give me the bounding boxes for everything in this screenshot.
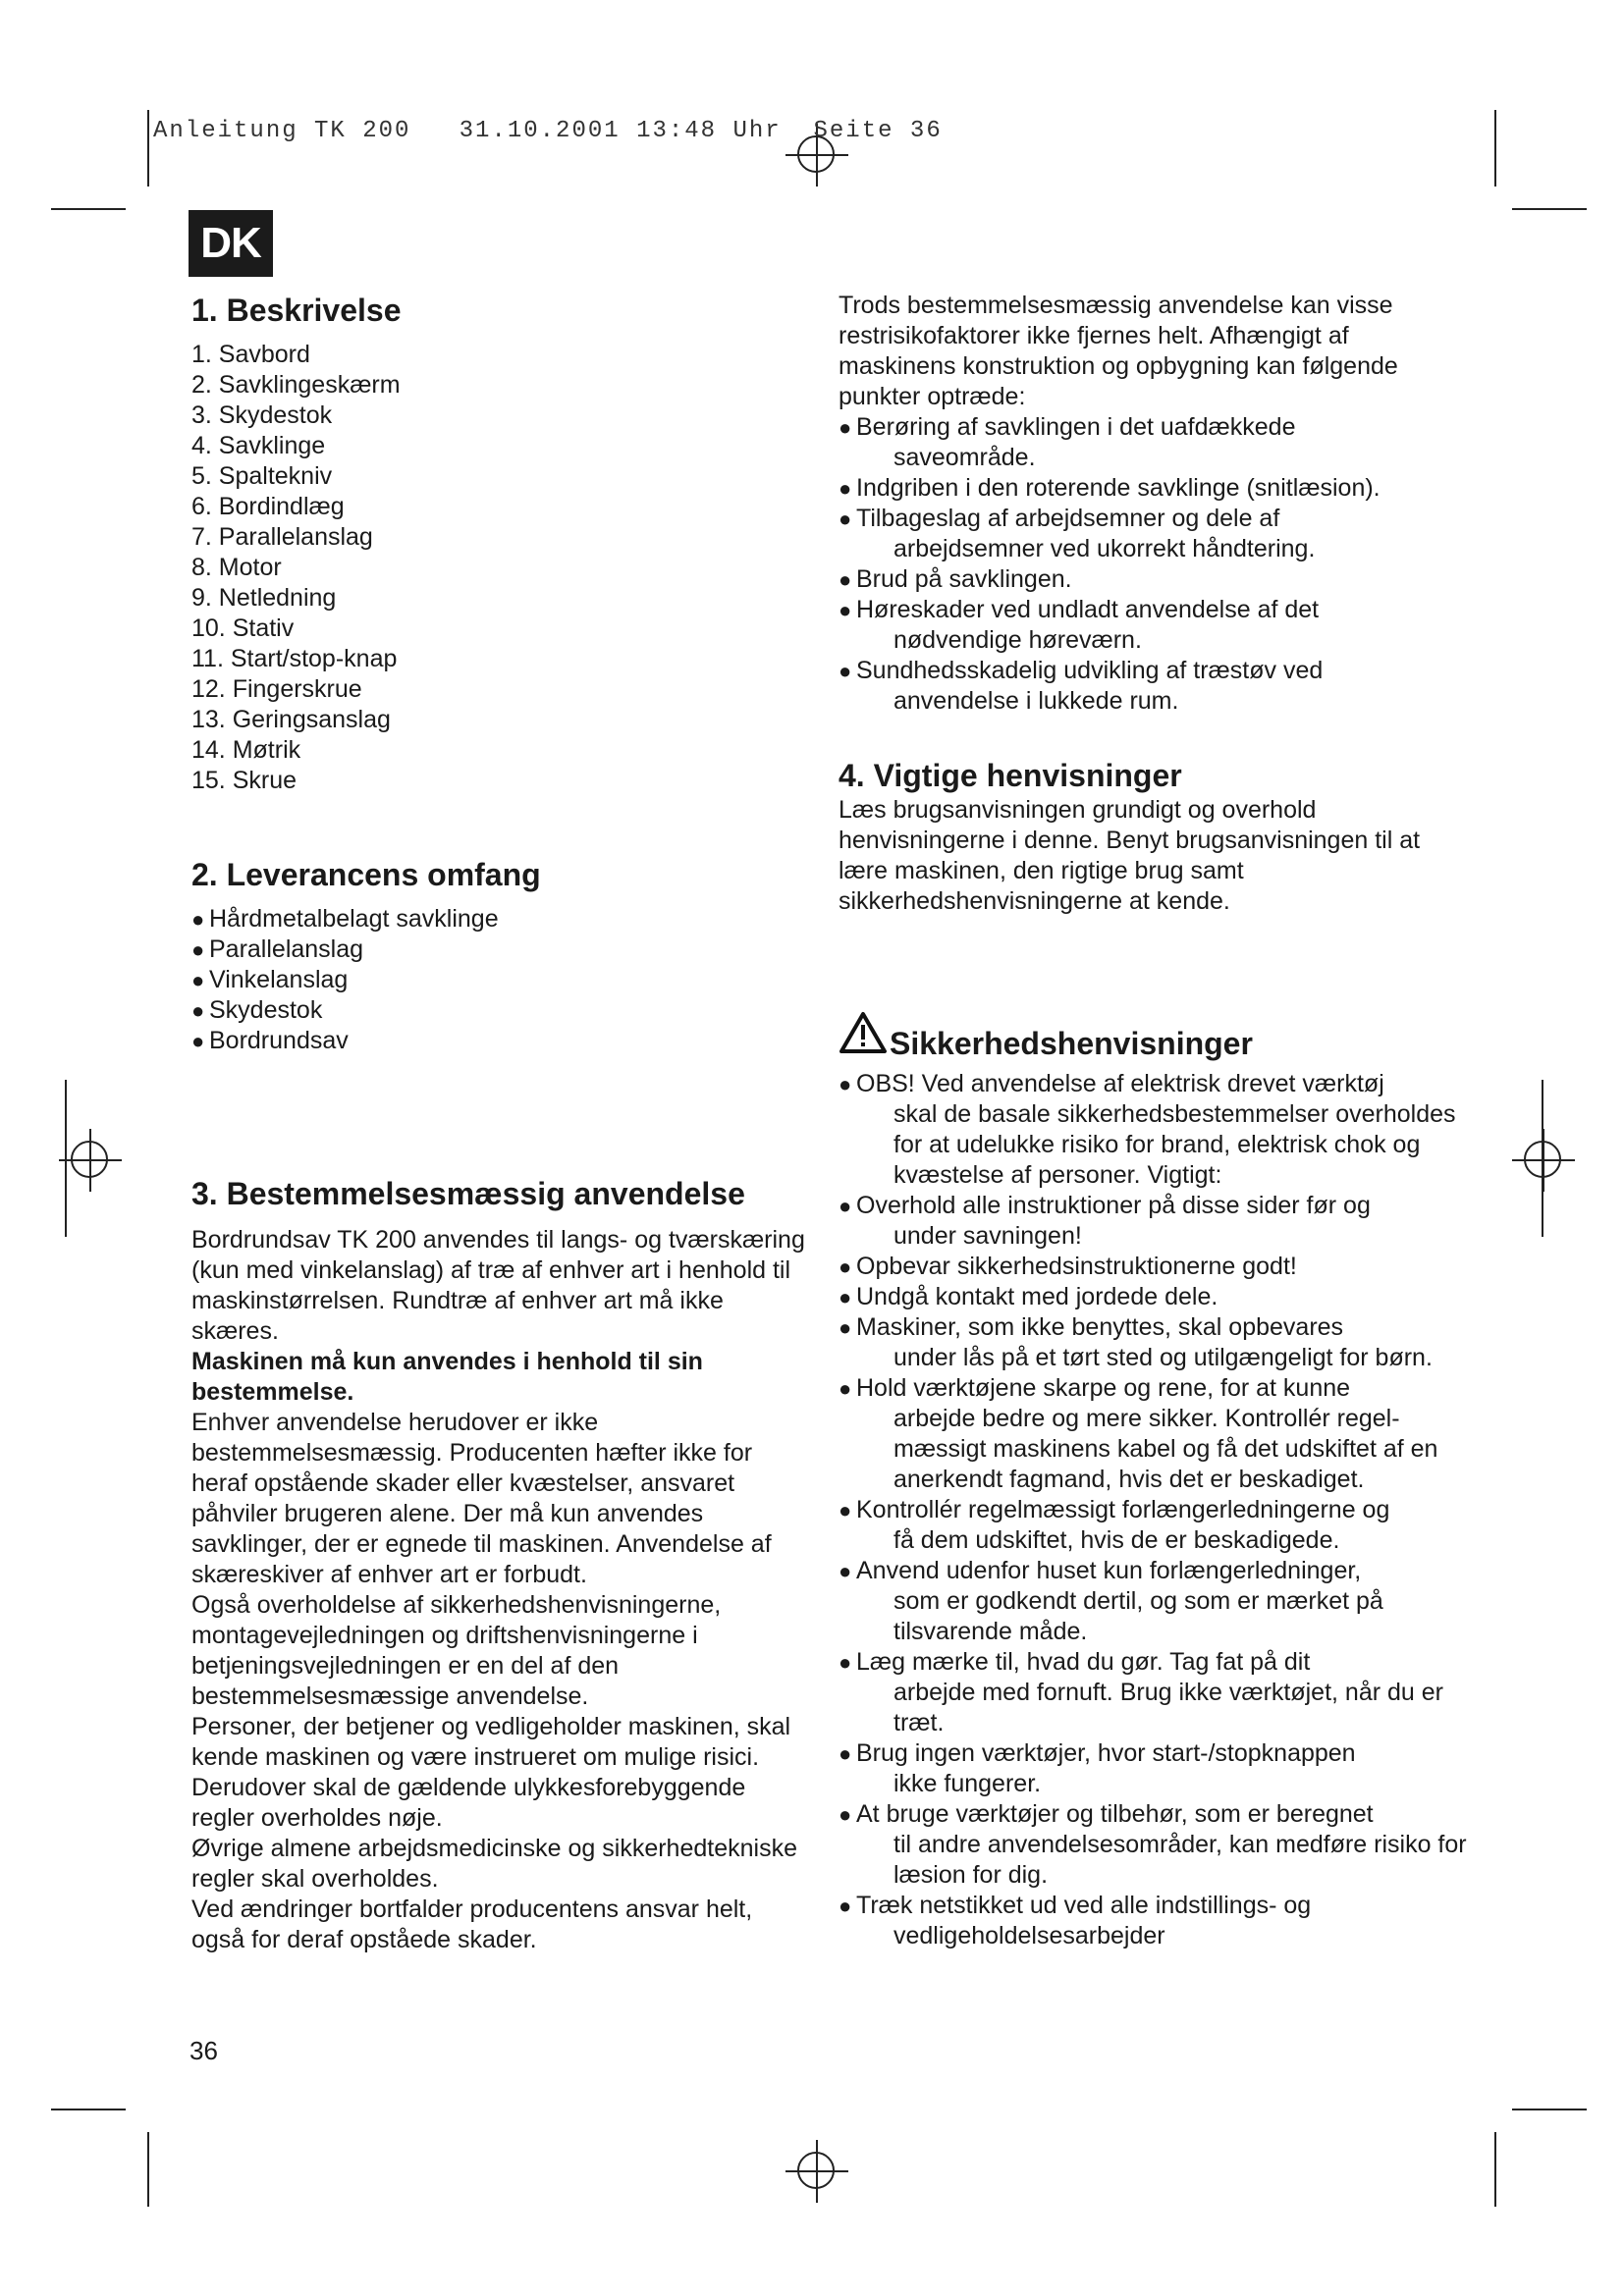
list-item <box>839 504 1467 564</box>
list-item: ● Skydestok <box>191 995 810 1026</box>
section-title-intended-use: 3. Bestemmelsesmæssig anvendelse <box>191 1176 745 1211</box>
section-title-safety <box>839 1011 1467 1063</box>
list-item: 7. Parallelanslag <box>191 523 373 551</box>
paragraph: Ved ændringer bortfalder producentens ansvar helt, også for deraf opståede skader. <box>191 1896 753 1953</box>
registration-mark-icon <box>1512 1129 1575 1192</box>
paragraph: Derudover skal de gældende ulykkesforebyggende regler overholdes nøje. <box>191 1774 746 1832</box>
list-item: 12. Fingerskrue <box>191 675 362 703</box>
crop-mark <box>1512 208 1587 210</box>
list-item: 4. Savklinge <box>191 432 326 459</box>
warning-triangle-icon <box>839 1011 888 1063</box>
registration-mark-icon <box>59 1129 122 1192</box>
item-text-cont: under savningen! <box>893 1222 1082 1250</box>
paragraph-bold: Maskinen må kun anvendes i henhold til sin bestemmelse. <box>191 1348 703 1406</box>
item-text: Hold værktøjene skarpe og rene, for at kunne <box>856 1374 1351 1402</box>
item-text: Tilbageslag af arbejdsemner og dele af <box>856 505 1280 532</box>
item-text: Maskiner, som ikke benyttes, skal opbevares <box>856 1313 1344 1341</box>
item-text: Opbevar sikkerhedsinstruktionerne godt! <box>856 1253 1297 1280</box>
item-text: Træk netstikket ud ved alle indstillings- og <box>856 1892 1312 1919</box>
item-text-cont: skal de basale sikkerhedsbestemmelser overholdes for at udelukke risiko for brand, elektrisk chok og kvæstelse af personer. Vigtigt: <box>893 1100 1456 1189</box>
item-text-cont: arbejde med fornuft. Brug ikke værktøjet, når du er træt. <box>893 1679 1443 1736</box>
list-item <box>839 1647 1467 1738</box>
list-item <box>839 1799 1467 1891</box>
list-item <box>839 412 1467 473</box>
item-text-cont: vedligeholdelsesarbejder <box>893 1922 1165 1949</box>
list-item: 3. Skydestok <box>191 401 333 429</box>
parts-list <box>191 340 810 796</box>
list-item <box>839 564 1467 595</box>
residual-risk-list <box>839 412 1467 717</box>
crop-mark <box>1542 1080 1543 1237</box>
item-text: At bruge værktøjer og tilbehør, som er beregnet <box>856 1800 1374 1828</box>
section-title-delivery: 2. Leverancens omfang <box>191 857 541 892</box>
item-text: Undgå kontakt med jordede dele. <box>856 1283 1218 1310</box>
list-item: ● Vinkelanslag <box>191 965 810 995</box>
important-notes-text: Læs brugsanvisningen grundigt og overhold henvisningerne i denne. Benyt brugsanvisningen til at lære maskinen, den rigtige brug samt sikkerhedshenvisningerne at kende. <box>839 796 1421 915</box>
language-badge: DK <box>189 210 273 277</box>
list-item: 5. Spaltekniv <box>191 462 333 490</box>
item-text-cont: nødvendige høreværn. <box>893 626 1142 654</box>
list-item: 14. Møtrik <box>191 736 301 764</box>
item-text-cont: ikke fungerer. <box>893 1770 1042 1797</box>
item-text-cont: saveområde. <box>893 444 1036 471</box>
list-item <box>839 1191 1467 1252</box>
item-text-cont: til andre anvendelsesområder, kan medføre risiko for læsion for dig. <box>893 1831 1467 1889</box>
list-item <box>839 1495 1467 1556</box>
item-text-cont: arbejdsemner ved ukorrekt håndtering. <box>893 535 1316 562</box>
item-text: Brud på savklingen. <box>856 565 1072 593</box>
list-item: 11. Start/stop-knap <box>191 645 398 672</box>
paragraph: Også overholdelse af sikkerhedshenvisningerne, montagevejledningen og driftshenvisningerne i betjeningsvejledningen er en del af den bestemmelsesmæssige anvendelse. <box>191 1591 722 1710</box>
paragraph: Bordrundsav TK 200 anvendes til langs- og tværskæring (kun med vinkelanslag) af træ af enhver art i henhold til maskinstørrelsen. Rundtræ af enhver art må ikke skæres. <box>191 1226 805 1345</box>
list-item: ● Hårdmetalbelagt savklinge <box>191 904 810 934</box>
item-text: Anvend udenfor huset kun forlængerledninger, <box>856 1557 1362 1584</box>
list-item: 9. Netledning <box>191 584 337 612</box>
item-text: Overhold alle instruktioner på disse sider før og <box>856 1192 1371 1219</box>
crop-mark <box>1494 2132 1496 2207</box>
residual-risk-intro: Trods bestemmelsesmæssig anvendelse kan visse restrisikofaktorer ikke fjernes helt. Afhængigt af maskinens konstruktion og opbygning kan følgende punkter optræde: <box>839 292 1398 410</box>
list-item: 15. Skrue <box>191 767 298 794</box>
list-item: ● Bordrundsav <box>191 1026 810 1056</box>
registration-mark-icon <box>785 2140 848 2203</box>
list-item <box>839 1252 1467 1282</box>
list-item: 8. Motor <box>191 554 282 581</box>
list-item <box>839 656 1467 717</box>
item-text: Læg mærke til, hvad du gør. Tag fat på dit <box>856 1648 1311 1676</box>
right-column <box>839 291 1467 1951</box>
item-text-cont: som er godkendt dertil, og som er mærket på tilsvarende måde. <box>893 1587 1383 1645</box>
list-item <box>839 1556 1467 1647</box>
section-title-important-notes: 4. Vigtige henvisninger <box>839 758 1182 793</box>
item-text: Brug ingen værktøjer, hvor start-/stopknappen <box>856 1739 1356 1767</box>
item-text: Indgriben i den roterende savklinge (snitlæsion). <box>856 474 1380 502</box>
left-column <box>191 291 810 1955</box>
crop-mark <box>147 2132 149 2207</box>
list-item <box>839 473 1467 504</box>
paragraph: Øvrige almene arbejdsmedicinske og sikkerhedtekniske regler skal overholdes. <box>191 1835 797 1893</box>
crop-mark <box>51 2109 126 2110</box>
list-item: 10. Stativ <box>191 614 295 642</box>
item-text: Kontrollér regelmæssigt forlængerledningerne og <box>856 1496 1390 1523</box>
safety-list <box>839 1069 1467 1951</box>
list-item: 13. Geringsanslag <box>191 706 391 733</box>
item-text: Berøring af savklingen i det uafdækkede <box>856 413 1296 441</box>
list-item <box>839 1373 1467 1495</box>
list-item <box>839 1282 1467 1312</box>
crop-mark <box>65 1080 67 1237</box>
list-item: ● Parallelanslag <box>191 934 810 965</box>
section-title-description: 1. Beskrivelse <box>191 293 402 328</box>
item-text: Sundhedsskadelig udvikling af træstøv ved <box>856 657 1324 684</box>
item-text: OBS! Ved anvendelse af elektrisk drevet værktøj <box>856 1070 1384 1097</box>
item-text-cont: få dem udskiftet, hvis de er beskadigede. <box>893 1526 1340 1554</box>
crop-mark <box>51 208 126 210</box>
crop-mark <box>1494 110 1496 187</box>
list-item <box>839 1891 1467 1951</box>
item-text: Høreskader ved undladt anvendelse af det <box>856 596 1320 623</box>
intended-use-body <box>191 1225 810 1955</box>
item-text-cont: anvendelse i lukkede rum. <box>893 687 1179 715</box>
list-item <box>839 1069 1467 1191</box>
list-item: 2. Savklingeskærm <box>191 371 401 399</box>
print-slug: Anleitung TK 200 31.10.2001 13:48 Uhr Seite 36 <box>153 118 943 144</box>
paragraph: Enhver anvendelse herudover er ikke bestemmelsesmæssig. Producenten hæfter ikke for heraf opstående skader eller kvæstelser, ansvaret påhviler brugeren alene. Der må kun anvendes savklinger, der er egnede til maskinen. Anvendelse af skæreskiver af enhver art er forbudt. <box>191 1409 772 1588</box>
page-number: 36 <box>189 2036 218 2065</box>
paragraph: Personer, der betjener og vedligeholder maskinen, skal kende maskinen og være instrueret om mulige risici. <box>191 1713 791 1771</box>
safety-title-text: Sikkerhedshenvisninger <box>890 1026 1253 1061</box>
list-item <box>839 595 1467 656</box>
crop-mark <box>147 110 149 187</box>
list-item <box>839 1738 1467 1799</box>
crop-mark <box>1512 2109 1587 2110</box>
list-item: 1. Savbord <box>191 341 310 368</box>
list-item: 6. Bordindlæg <box>191 493 345 520</box>
item-text-cont: under lås på et tørt sted og utilgængeligt for børn. <box>893 1344 1433 1371</box>
delivery-list <box>191 904 810 1056</box>
item-text-cont: arbejde bedre og mere sikker. Kontrollér regel-mæssigt maskinens kabel og få det udskiftet af en anerkendt fagmand, hvis det er beskadiget. <box>893 1405 1438 1493</box>
list-item <box>839 1312 1467 1373</box>
